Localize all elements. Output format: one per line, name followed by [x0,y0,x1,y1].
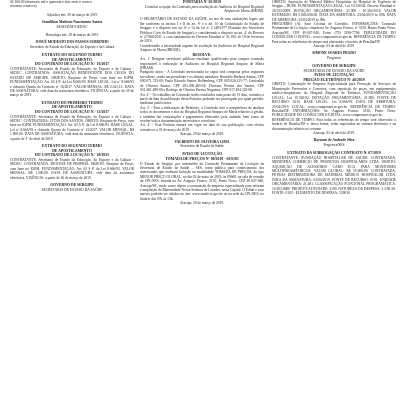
article-3: Art. 3º - Para a elaboração do Relatório, a Comissão terá a competência de analisar todos os documentos e atos do Hospital Regional Amparo de Maria relativos à gestão, e também das contratações e pagamentos efetivados pela unidade, bem como de receber toda a documentação necessária e correlatos. [140,105,264,123]
col3-aviso-date: Aracaju, 03 de abril de 2019. [313,130,355,135]
extrato-3-title: EXTRATO DO SEGUNDO TERMO [41,144,103,149]
extrato-3-sub2: DO CONTRATO DE LOCAÇÃO N.º 20/2015 [34,153,110,158]
extrato-2-body: CONTRATANTE: Secretaria de Estado da Educação, do Esporte e da Cultura - SEDUC. CONTRATADA: LYDIA DOS SANTOS. OBJETO: Reajuste de Preço, com base no IGPM. FUNDAMENTAÇÃO: Art. 65 § 8º da Lei 8.666/93. BASE LEGAL: Lei nº 8.666/93 e cláusula Quarta do Contrato nº 13/2017. VALOR MENSAL: R$ 1.800,00. DATA DE ASSINATURA: vide data da assinatura eletrônica. VIGÊNCIA: a partir de 1º de abril de 2019. [10,114,134,141]
portaria-subtitle: Constituí a equipe da Comissão para avaliação de Auditoria do Hospital Regional Amparo de Maria (HRAM). [144,4,264,13]
aviso-subtitle: TOMADA DE PREÇOS Nº 09/2019 - SES/SE [165,156,239,161]
extrato-block-3 [10,144,134,180]
col1-top-line-2: sessenta centavos). [10,4,38,9]
column-3 [272,0,396,400]
secretary-name: JOSUÉ MODESTO DOS PASSOS SUBRINHO [35,40,109,45]
col3-top-date: Aracaju, 03 de abril de 2019. [313,44,355,49]
col3-aviso-body: OBJETO: Contratação de Empresa Especializada para Prestação de Serviços de Manutenção Preventiva e Corretiva, com reposição de peças, em equipamentos médico-hospitalares do Hospital Regional de Estância. FUNDAMENTAÇÃO LEGAL: Lei 10.520/02. DOTAÇÃO ORÇAMENTÁRIA: 21.000. FONTE DE RECURSO: 0210. BASE LEGAL: Lei 8.666/93. DATA DE ABERTURA: 25/04/2019. LOCAL: www.comprasnet.se.gov.br. REFERÊNCIA DE TEMPO: Brasília/DF. INFORMAÇÕES: Av. Augusto Franco, 3150, Ponto Novo. PUBLICIDADE DO CONSULTAR O EDITAL: www.comprasnet.se.gov.br. [272,82,396,118]
col3-sig1-role: Pregoeira [327,55,341,60]
extrato-1-sub: DE APOSTILAMENTO [52,57,92,62]
homologo-date: Homologo em: 29 de março de 2019 [45,33,99,38]
footer-org: GOVERNO DE SERGIPE [50,182,94,187]
col2-secretary-role: Secretário de Estado da Saúde [180,143,224,148]
article-2: Art. 2º - Os trabalhos da Comissão serão concluídos num prazo de 15 dias, contados a partir da data da publicação desta Portaria, podendo ser prorrogado por igual período, mediante justificativa. [140,92,264,106]
portaria-title: PORTARIA Nº 65/2019 [183,0,221,4]
col3-extrato-title: EXTRATO DA SUBROGAÇÃO CONTRATO N. 07/2019 [287,151,381,156]
col3-gov-sub: SECRETARIA DE ESTADO DA SAÚDE [303,68,365,73]
col3-top-info: PREGOEIRO (A): Sara Cristina de Carvalho. INFORMAÇÕES: Comissão Permanente de Licitação, situada na Av. Augusto Franco, nº 3150, Bairro Ponto Novo, Aracaju/SE, CEP 49.047-040, Fone: (79) 3198-7706. PUBLICIDADE DO CONSULTAR O EDITAL: www.comprasnet.se.gov.br. REFERÊNCIA DE TEMPO: Para todas as referências de tempo será observado o horário de Brasília/DF. [272,22,396,44]
col3-sig2-role: Pregoeira/SES [323,142,345,147]
extrato-1-body: CONTRATANTE: Secretaria de Estado da Educação, do Esporte e da Cultura - SEDUC. CONTRATADA: ASSOCIAÇÃO BENEFICENTE DOS CEGOS DO ESTADO DE SERGIPE. OBJETO: Reajuste de Preço, com base no IGPM. FUNDAMENTAÇÃO: Art. 65 § 8º da Lei 8.666/93. BASE LEGAL: Lei nº 8.666/93 e cláusula Quarta do Contrato nº 16/2017. VALOR MENSAL: R$ 2.541,13. DATA DE ASSINATURA: vide data da assinatura eletrônica. VIGÊNCIA: a partir de 29 de março de 2019. [10,67,134,98]
column-2 [140,0,264,400]
extrato-block-1 [10,53,134,98]
col3-gov: GOVERNO DE SERGIPE [312,64,356,69]
col3-aviso-info: REFERÊNCIA DE TEMPO: Para todas as referências de tempo será observado o horário de Brasília/DF e, dessa forma, serão registradas no sistema eletrônico e na documentação relativa ao certame. [272,117,396,131]
aviso-body: O Estado de Sergipe, por intermédio da Comissão Permanente de Licitação da Secretaria de Estado da Saúde – SES, torna público para conhecimento dos interessados que realizará licitação na modalidade TOMADA DE PREÇOS, do tipo MENOR PREÇO GLOBAL, no dia 02 de maio de 2019, às 09h00, na sala de reunião da CPL/SES, situada na Av. Augusto Franco, 3150, Ponto Novo, CEP 49.047-040, Aracaju/SE, tendo como objeto a contratação de empresa especializada para reforma e ampliação da Maternidade Nossa Senhora de Lourdes, nesta Capital. O Edital e seus anexos poderão ser obtidos no site: www.saude.se.gov.br ou na sede da CPL/SES, no horário das 07h às 13h. [140,161,264,201]
col3-extrato-body: CONTRATANTE: FUNDAÇÃO HOSPITALAR DE SAÚDE. CONTRATADA: MEDINFRA COMÉRCIO DE PRODUTOS HOSPITALARES LTDA. OBJETO: AQUISIÇÃO DE ACESSÓRIO CABO ECG PARA MONITORES MULTIPARAMÉTRICOS. VALOR GLOBAL: R$ 55.000,00. CONTRATADA: PETRAS DISTRIBUIDORA DE MATERIAL MÉDICO HOSPITALAR LTDA. DATA DA ASSINATURA: 02/04/2019. FONTE DE RECURSO: 0192. UNIDADE ORÇAMENTÁRIA: 21.401. CLASSIFICAÇÃO FUNCIONAL PROGRAMÁTICA: 10.302.0000. PROJETO/ATIVIDADE: 2190. NATUREZA DA DESPESA: 3.3.90.30. [272,155,396,191]
col3-sig2-name: Rayanne de Andrade Silva [313,138,355,143]
extrato-block-2 [10,101,134,141]
article-paragraph: Parágrafo único - A Comissão mencionada no caput será composta pelos seguintes servidores, sendo um presidente e os demais membros: Romildo Barbosa Santos, CPF 000.071.745-00; Paulo Ricardo Santos Rollemberg, CPF 005.026.215-77; Genivaldo de Oliveira Santos, CPF 281.490.465-04; Flaviano Pereira dos Santos, CPF 031.461.489-00 e Rodrigo de Oliveira Pereira Nogueira, CPF 017.494.325-00. [140,70,264,93]
extrato-3-sub: DE APOSTILAMENTO [52,148,92,153]
article-1: Art. 1º Designar servidores públicos estaduais qualificados para compor comissão responsável à realização de Auditoria no Hospital Regional Amparo de Maria (HRAM). [140,57,264,71]
portaria-body: O SECRETÁRIO DE ESTADO DA SAÚDE, no uso de suas atribuições legais que lhe conferem os incisos I e II do art. 9º e o art. 10 da Constituição do Estado de Sergipe, e o disposto nos art. 6º e 14 da Lei nº 2.148/1977 (Estatuto dos Servidores Públicos Civis do Estado de Sergipe), e considerando o disposto no art. 4º do Decreto nº 27.860/2011, e com fundamento no Decreto Estadual nº 33.100, de 19 de fevereiro de 2019; [140,17,264,44]
aviso-title: AVISO DE LICITAÇÃO [181,152,223,157]
column-1 [10,0,134,400]
adjudico-date: Adjudico em: 29 de março de 2019 [46,12,98,17]
extrato-1-sub2: DO CONTRATO DE LOCAÇÃO N.º 16/2017 [34,62,110,67]
resolve-heading: RESOLVE: [192,52,212,57]
col3-aviso-title: AVISO DE LICITAÇÃO [313,73,355,78]
footer-sub: SECRETARIA DE ESTADO DA SAÚDE [41,187,103,192]
col3-aviso-sub: PREGÃO ELETRÔNICO Nº 46/2019 [303,77,365,82]
signatory-name: Jeandilson Matheus Nascimento Santos [41,20,103,25]
portaria-date: Aracaju, 29 de março de 2019. [179,132,225,137]
extrato-2-sub: DE APOSTILAMENTO [52,105,92,110]
col3-extrato-end: FONTE: 0192 - ELEMENTO DE DESPESA: 339030. [272,191,351,195]
aviso-date: Aracaju, 29 de março de 2019. [179,201,225,206]
article-4: Art. 4º - Esta Portaria entrará em vigor na data de sua publicação, com efeitos retroativos a 01 de março de 2019. [140,123,264,132]
secretary-role: Secretário de Estado da Educação, do Esporte e da Cultura [29,44,115,49]
extrato-3-body: CONTRATANTE: Secretaria de Estado da Educação, do Esporte e da Cultura - SEDUC. CONTRATADA: DIOCESE DE PROPRIÁ. OBJETO: Reajuste de Preço, com base no IGPM. FUNDAMENTAÇÃO: Art. 65 § 8º da Lei 8.666/93. VALOR MENSAL: R$ 1.300,00. DATA DE ASSINATURA: vide data da assinatura eletrônica. VIGÊNCIA: a partir de 26 de março de 2019. [10,157,134,180]
col3-sig1-name: SIMONE SOARES PRADO [312,51,356,56]
extrato-2-title: EXTRATO DO PRIMEIRO TERMO [41,100,103,105]
signatory-role: SEAD/DAF/GEDAC [56,24,88,29]
col3-top-body: OBJETO: Aquisição de Material Médico Hospitalar do Hospital de Urgência de Sergipe – HUSE. FUNDAMENTAÇÃO LEGAL: Lei 10.520/02, Decreto Estadual nº 26.533/2009. DOTAÇÃO ORÇAMENTÁRIA: 21.000 - 10.302.0016. VALOR ESTIMADO: R$ 5.846.000,00. DATA DA ABERTURA: 23/04/2019 às 09h. DATA DE ABERTURA: 23/04/2019 às 09h. [272,0,396,22]
portaria-consideration: Considerando a necessidade urgente de avaliação da Auditoria no Hospital Regional Amparo de Maria (HRAM); [140,43,264,53]
col1-top-line-1: 02.160,00 (dezesseis mil e quarenta e dois reais e cento e [10,0,93,4]
col2-secretary-name: VALBERTO DE OLIVEIRA LIMA [174,139,230,144]
extrato-2-sub2: DO CONTRATO DE LOCAÇÃO N.º 13/2017 [34,110,110,115]
extrato-1-title: EXTRATO DO SEGUNDO TERMO [41,53,103,58]
